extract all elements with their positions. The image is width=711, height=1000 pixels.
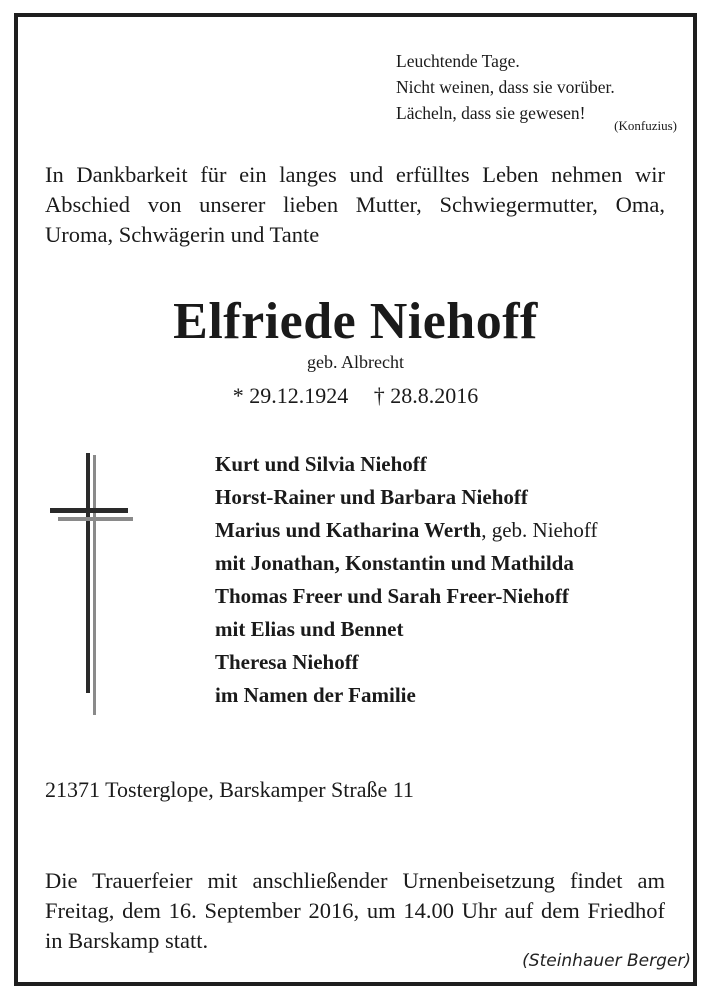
quote <box>396 48 615 126</box>
cross-light-horizontal <box>58 517 133 521</box>
family-member-note: , geb. Niehoff <box>481 518 598 542</box>
family-member: mit Elias und Bennet <box>215 617 404 641</box>
family-member: mit Jonathan, Konstantin und Mathilda <box>215 551 574 575</box>
cross-icon <box>48 450 138 720</box>
family-member: Theresa Niehoff <box>215 650 359 674</box>
family-member: Kurt und Silvia Niehoff <box>215 452 427 476</box>
cross-dark-horizontal <box>50 508 128 513</box>
stonemason-signature: (Steinhauer Berger) <box>522 951 691 971</box>
maiden-name: geb. Albrecht <box>307 352 404 372</box>
family-member: Horst-Rainer und Barbara Niehoff <box>215 485 528 509</box>
ceremony-text: Die Trauerfeier mit anschließender Urnenbeisetzung findet am Freitag, dem 16. September 2016, um 14.00 Uhr auf dem Friedhof in Barskamp statt. <box>45 868 665 953</box>
quote-source: (Konfuzius) <box>614 118 677 133</box>
address: 21371 Tosterglope, Barskamper Straße 11 <box>45 777 414 802</box>
family-signoff: im Namen der Familie <box>215 683 416 707</box>
family-member <box>215 514 597 547</box>
deceased-name: Elfriede Niehoff <box>173 293 538 350</box>
death-date: † 28.8.2016 <box>373 383 479 408</box>
intro-text: In Dankbarkeit für ein langes und erfülltes Leben nehmen wir Abschied von unserer lieben Mutter, Schwiegermutter, Oma, Uroma, Schwägerin und Tante <box>45 162 665 247</box>
cross-light-vertical <box>93 455 96 715</box>
life-dates <box>0 383 711 409</box>
cross-dark-vertical <box>86 453 90 693</box>
family-member: Thomas Freer und Sarah Freer-Niehoff <box>215 584 569 608</box>
birth-date: * 29.12.1924 <box>232 383 349 408</box>
quote-line: Leuchtende Tage. <box>396 51 520 71</box>
family-list <box>215 448 597 712</box>
family-member-name: Marius und Katharina Werth <box>215 518 482 542</box>
quote-line: Nicht weinen, dass sie vorüber. <box>396 77 615 97</box>
quote-line: Lächeln, dass sie gewesen! <box>396 103 586 123</box>
